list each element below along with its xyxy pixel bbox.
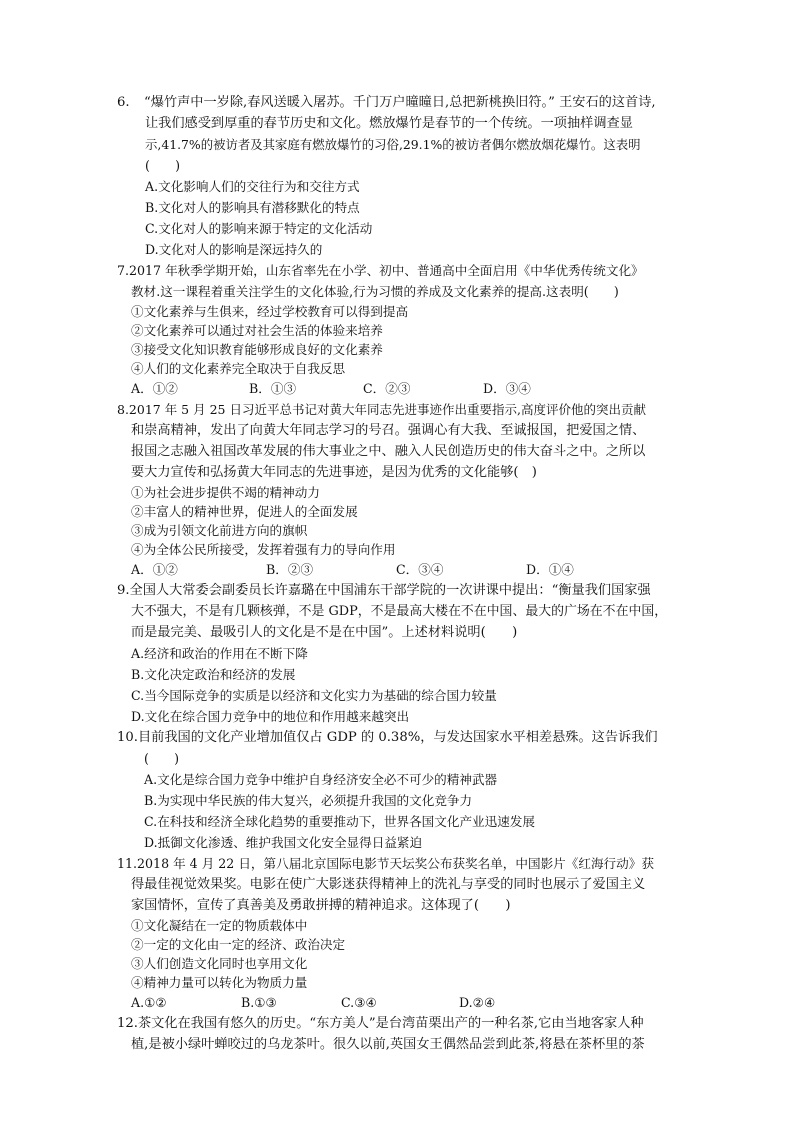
question-9	[117, 580, 698, 727]
option-b[interactable]: B.文化对人的影响具有潜移默化的特点	[145, 200, 360, 215]
option-b[interactable]: B.为实现中华民族的伟大复兴，必须提升我国的文化竞争力	[144, 793, 473, 808]
statement-2: ②丰富人的精神世界，促进人的全面发展	[131, 504, 358, 519]
option-b[interactable]: B.文化决定政治和经济的发展	[131, 667, 296, 682]
question-7	[117, 260, 698, 399]
choice-row	[117, 378, 698, 399]
choice-a[interactable]: A．①②	[131, 562, 178, 577]
choice-row	[117, 559, 698, 580]
option-d[interactable]: D.文化对人的影响是深远持久的	[145, 242, 323, 257]
stem-line: 得最佳视觉效果奖。电影在使广大影迷获得精神上的洗礼与享受的同时也展示了爱国主义	[131, 877, 646, 892]
question-6	[118, 92, 698, 260]
stem-line: 要大力宣传和弘扬黄大年同志的先进事迹，是因为优秀的文化能够( )	[131, 465, 537, 480]
statement-1: ①文化凝结在一定的物质载体中	[131, 918, 308, 933]
answer-blank[interactable]: ( )	[145, 158, 181, 173]
choice-a[interactable]: A.①②	[131, 995, 167, 1010]
statement-2: ②文化素养可以通过对社会生活的体验来培养	[131, 323, 383, 338]
statement-4: ④精神力量可以转化为物质力量	[131, 975, 308, 990]
exam-page	[118, 92, 698, 1055]
option-a[interactable]: A.文化影响人们的交往行为和交往方式	[145, 179, 360, 194]
choice-c[interactable]: C．②③	[363, 381, 411, 396]
stem-line: 植,是被小绿叶蝉咬过的乌龙茶叶。很久以前,英国女王偶然品尝到此茶,将悬在茶杯里的茶	[131, 1037, 645, 1052]
stem-line: 大不强大，不是有几颗核弹，不是 GDP，不是最高大楼在不在中国、最大的广场在不在中国，	[131, 604, 668, 619]
statement-3: ③成为引领文化前进方向的旗帜	[131, 523, 308, 538]
choice-b[interactable]: B.①③	[241, 995, 277, 1010]
question-10	[117, 727, 698, 853]
option-c[interactable]: C.当今国际竞争的实质是以经济和文化实力为基础的综合国力较量	[131, 688, 497, 703]
question-12	[117, 1013, 698, 1055]
option-c[interactable]: C.文化对人的影响来源于特定的文化活动	[145, 221, 373, 236]
answer-blank[interactable]: ( )	[144, 751, 180, 766]
statement-1: ①为社会进步提供不竭的精神动力	[131, 485, 320, 500]
choice-b[interactable]: B．②③	[266, 562, 314, 577]
question-number: 6.	[117, 95, 130, 110]
stem-line: 9.全国人大常委会副委员长许嘉璐在中国浦东干部学院的一次讲课中提出：“衡量我们国家强	[117, 583, 651, 598]
option-a[interactable]: A.经济和政治的作用在不断下降	[131, 646, 308, 661]
option-d[interactable]: D.文化在综合国力竞争中的地位和作用越来越突出	[131, 709, 410, 724]
stem-line: 12.茶文化在我国有悠久的历史。“东方美人”是台湾苗栗出产的一种名茶,它由当地客家人种	[117, 1016, 644, 1031]
stem-line: “爆竹声中一岁除,春风送暖入屠苏。千门万户曈曈日,总把新桃换旧符。” 王安石的这首诗,	[144, 95, 656, 110]
question-11	[117, 853, 698, 1013]
choice-a[interactable]: A．①②	[131, 381, 178, 396]
stem-line: 家国情怀，宣传了真善美及勇敢拼搏的精神追求。这体现了( )	[131, 898, 511, 913]
choice-d[interactable]: D.②④	[459, 995, 496, 1010]
stem-line: 8.2017 年 5 月 25 日习近平总书记对黄大年同志先进事迹作出重要指示,高度评价他的突出贡献	[117, 402, 646, 417]
choice-c[interactable]: C.③④	[341, 995, 377, 1010]
stem-line: 7.2017 年秋季学期开始，山东省率先在小学、初中、普通高中全面启用《中华优秀传统文化》	[117, 263, 644, 278]
question-8	[117, 399, 698, 580]
stem-line: 11.2018 年 4 月 22 日，第八届北京国际电影节天坛奖公布获奖名单，中国影片《红海行动》获	[117, 856, 654, 871]
stem-line: 教材.这一课程着重关注学生的文化体验,行为习惯的养成及文化素养的提高.这表明( )	[131, 284, 619, 299]
choice-row	[117, 992, 698, 1013]
stem-line: 而是最完美、最吸引人的文化是不是在中国”。上述材料说明( )	[131, 625, 518, 640]
stem-line: 示,41.7%的被访者及其家庭有燃放爆竹的习俗,29.1%的被访者偶尔燃放烟花爆竹。这表明	[145, 137, 641, 152]
choice-d[interactable]: D．③④	[483, 381, 531, 396]
option-d[interactable]: D.抵御文化渗透、维护我国文化安全显得日益紧迫	[144, 835, 423, 850]
question-6-stem-line-1	[118, 92, 698, 113]
statement-3: ③接受文化知识教育能够形成良好的文化素养	[131, 342, 383, 357]
choice-c[interactable]: C．③④	[396, 562, 444, 577]
stem-line: 和崇高精神，发出了向黄大年同志学习的号召。强调心有大我、至诚报国，把爱国之情、	[131, 423, 646, 438]
statement-1: ①文化素养与生俱来，经过学校教育可以得到提高	[131, 304, 409, 319]
stem-line: 让我们感受到厚重的春节历史和文化。燃放爆竹是春节的一个传统。一项抽样调查显	[145, 116, 633, 131]
statement-4: ④人们的文化素养完全取决于自我反思	[131, 361, 346, 376]
statement-2: ②一定的文化由一定的经济、政治决定	[131, 937, 346, 952]
choice-d[interactable]: D．①④	[526, 562, 574, 577]
option-a[interactable]: A.文化是综合国力竞争中维护自身经济安全必不可少的精神武器	[144, 772, 498, 787]
statement-4: ④为全体公民所接受，发挥着强有力的导向作用	[131, 542, 396, 557]
question-6-stem	[118, 92, 698, 176]
choice-b[interactable]: B．①③	[249, 381, 297, 396]
stem-line: 报国之志融入祖国改革发展的伟大事业之中、融入人民创造历史的伟大奋斗之中。之所以	[131, 444, 646, 459]
statement-3: ③人们创造文化同时也享用文化	[131, 956, 308, 971]
option-c[interactable]: C.在科技和经济全球化趋势的重要推动下，世界各国文化产业迅速发展	[144, 814, 536, 829]
stem-line: 10.目前我国的文化产业增加值仅占 GDP 的 0.38%，与发达国家水平相差悬殊。这告诉我们	[117, 730, 658, 745]
